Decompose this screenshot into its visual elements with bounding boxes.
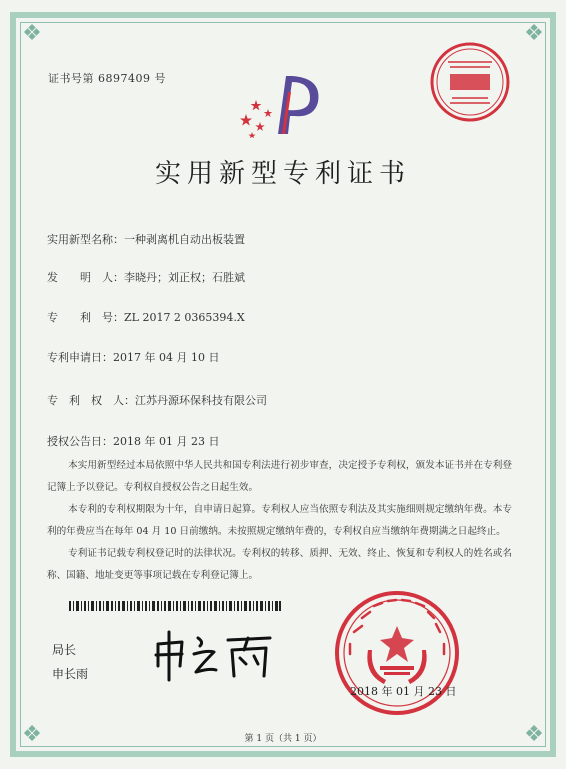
field-patentee: [47, 392, 267, 408]
field-application-date: [47, 349, 219, 365]
field-value: ZL 2017 2 0365394.X: [124, 311, 245, 324]
field-value: 李晓丹；刘正权；石胜斌: [124, 271, 245, 284]
field-label: 专利申请日：: [47, 351, 113, 364]
corner-ornament-icon: ❖: [524, 21, 544, 46]
field-value: 2017 年 04 月 10 日: [113, 351, 220, 364]
field-label: 发 明 人：: [47, 271, 124, 284]
field-value: 一种剥离机自动出板装置: [124, 233, 245, 246]
corner-ornament-icon: ❖: [524, 722, 544, 747]
field-grant-date: [47, 433, 219, 449]
small-red-seal-icon: [428, 40, 512, 124]
field-utility-model-name: [47, 231, 245, 247]
field-value: 江苏丹源环保科技有限公司: [135, 394, 267, 407]
signature-name: 申长雨: [52, 667, 89, 681]
corner-ornament-icon: ❖: [22, 722, 42, 747]
patent-office-logo-icon: [238, 72, 330, 138]
certificate-title: 实用新型专利证书: [154, 159, 411, 189]
signature-title: 局长: [52, 643, 77, 657]
field-label: 专 利 权 人：: [47, 394, 135, 407]
field-label: 专 利 号：: [47, 311, 124, 324]
field-patent-number: [47, 309, 245, 325]
certificate-number: 证书号第 6897409 号: [48, 72, 166, 85]
field-value: 2018 年 01 月 23 日: [113, 435, 220, 448]
corner-ornament-icon: ❖: [22, 21, 42, 46]
field-label: 实用新型名称：: [47, 233, 124, 246]
body-paragraph: 本实用新型经过本局依照中华人民共和国专利法进行初步审查，决定授予专利权，颁发本证书并在专利登记簿上予以登记。专利权自授权公告之日起生效。: [47, 460, 512, 493]
field-inventors: [47, 269, 245, 285]
handwritten-signature-icon: [152, 628, 282, 684]
certificate-body: [47, 455, 512, 587]
body-paragraph: 专利证书记载专利权登记时的法律状况。专利权的转移、质押、无效、终止、恢复和专利权人的姓名或名称、国籍、地址变更等事项记载在专利登记簿上。: [47, 548, 512, 581]
page-number: 第 1 页（共 1 页）: [244, 734, 322, 744]
seal-date: 2018 年 01 月 23 日: [350, 685, 457, 698]
field-label: 授权公告日：: [47, 435, 113, 448]
barcode-icon: [69, 601, 281, 611]
body-paragraph: 本专利的专利权期限为十年，自申请日起算。专利权人应当依照专利法及其实施细则规定缴纳年费。本专利的年费应当在每年 04 月 10 日前缴纳。未按照规定缴纳年费的，专利权自应当缴纳年费期满之日起终止。: [47, 504, 512, 537]
